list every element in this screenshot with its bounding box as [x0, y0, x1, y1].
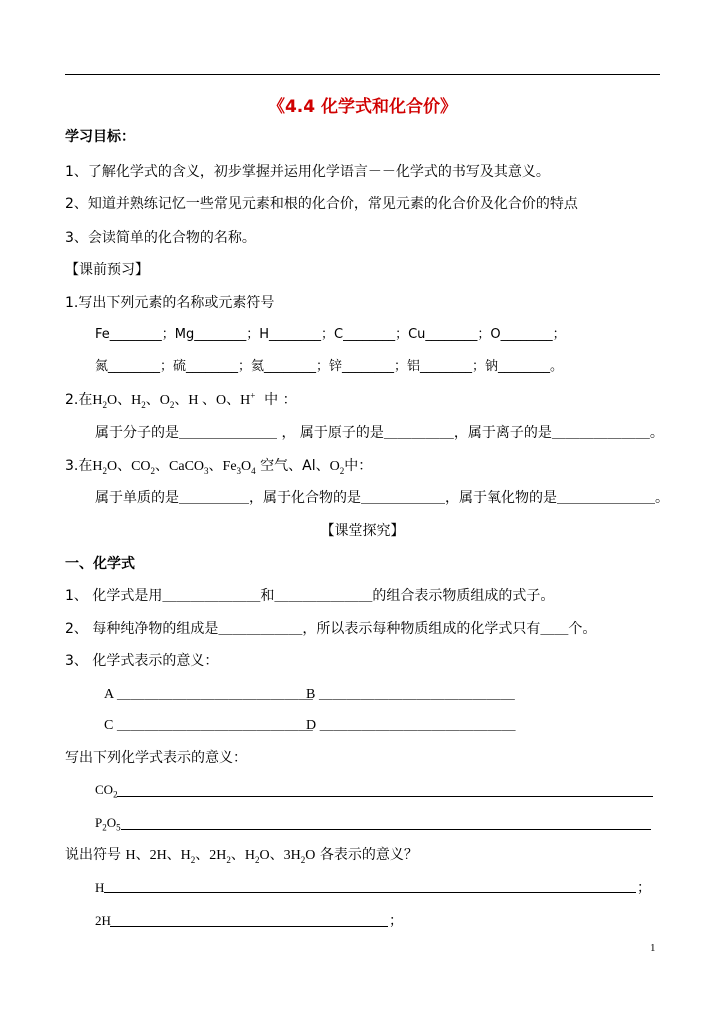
- page-number: 1: [650, 942, 656, 954]
- preview-heading: 【课前预习】: [65, 262, 149, 278]
- q2-suffix: 中 ：: [264, 392, 297, 408]
- q1-line1: Fe________；Mg________；H________；C________；Cu________；O________；: [95, 327, 566, 342]
- explore-item-1: 1、 化学式是用＿＿＿＿＿＿＿和＿＿＿＿＿＿＿的组合表示物质组成的式子。: [65, 588, 555, 604]
- answer-line-h[interactable]: [104, 892, 636, 893]
- q3-formulas: $H_2O$、$CO_2$、CaCO$_3$、$Fe_3O_4$: [92, 459, 256, 476]
- explore-heading: 【课堂探究】: [320, 523, 405, 539]
- q2-formulas: $H_2O$、$H_2$、$O_2$、H 、O、H+: [92, 390, 256, 410]
- symbol-2h: 2H: [95, 913, 111, 928]
- answer-line-2h[interactable]: [110, 926, 388, 927]
- semicolon-h: ；: [637, 880, 651, 896]
- q3-o2: $O_2$: [329, 459, 345, 476]
- goals-heading: 学习目标：: [65, 129, 135, 145]
- meaning-b: B ＿＿＿＿＿＿＿＿＿＿＿＿＿＿: [306, 687, 515, 702]
- formula-co2: $CO_2$: [95, 782, 118, 800]
- semicolon-2h: ；: [389, 913, 403, 929]
- header-rule: [65, 74, 660, 75]
- q2-prefix: 2.在: [65, 392, 93, 408]
- goal-item-1: 1、了解化学式的含义，初步掌握并运用化学语言－－化学式的书写及其意义。: [65, 164, 550, 180]
- formula-p2o5: $P_2O_5$: [95, 815, 121, 833]
- q1-prompt: 1.写出下列元素的名称或元素符号: [65, 295, 275, 311]
- explore-item-2: 2、 每种纯净物的组成是＿＿＿＿＿＿，所以表示每种物质组成的化学式只有＿＿个。: [65, 621, 597, 637]
- q3-suffix: 中：: [344, 458, 373, 474]
- symbols-prompt: 说出符号 H、2H、$H_2$、$2H_2$、$H_2O$、$3H_2O$ 各表示的意义？: [65, 847, 418, 865]
- q2-prompt: [65, 391, 297, 410]
- q3-mid: 空气、Al、: [260, 458, 330, 474]
- explore-item-3: 3、 化学式表示的意义：: [65, 653, 219, 669]
- page-title: 《4.4 化学式和化合价》: [267, 97, 458, 117]
- section-heading: 一、化学式: [65, 556, 135, 572]
- goal-item-2: 2、知道并熟练记忆一些常见元素和根的化合价，常见元素的化合价及化合价的特点: [65, 196, 578, 212]
- q3-answer: 属于单质的是＿＿＿＿＿，属于化合物的是＿＿＿＿＿＿，属于氧化物的是＿＿＿＿＿＿＿。: [95, 490, 669, 506]
- q2-answer: 属于分子的是＿＿＿＿＿＿＿ ， 属于原子的是＿＿＿＿＿，属于离子的是＿＿＿＿＿＿＿。: [95, 425, 664, 441]
- answer-line-p2o5[interactable]: [121, 829, 651, 830]
- q3-prompt: [65, 457, 372, 476]
- q3-prefix: 3.在: [65, 458, 93, 474]
- write-prompt: 写出下列化学式表示的意义：: [65, 750, 247, 766]
- answer-line-co2[interactable]: [117, 796, 653, 797]
- symbol-h: H: [95, 880, 105, 895]
- q1-line2: 氮________；硫________；氦________；锌________；铝________；钠________。: [95, 359, 564, 374]
- meaning-a: A ＿＿＿＿＿＿＿＿＿＿＿＿＿＿: [104, 687, 313, 702]
- meaning-d: D ＿＿＿＿＿＿＿＿＿＿＿＿＿＿: [306, 718, 516, 733]
- goal-item-3: 3、会读简单的化合物的名称。: [65, 230, 256, 246]
- meaning-c: C ＿＿＿＿＿＿＿＿＿＿＿＿＿＿: [104, 718, 313, 733]
